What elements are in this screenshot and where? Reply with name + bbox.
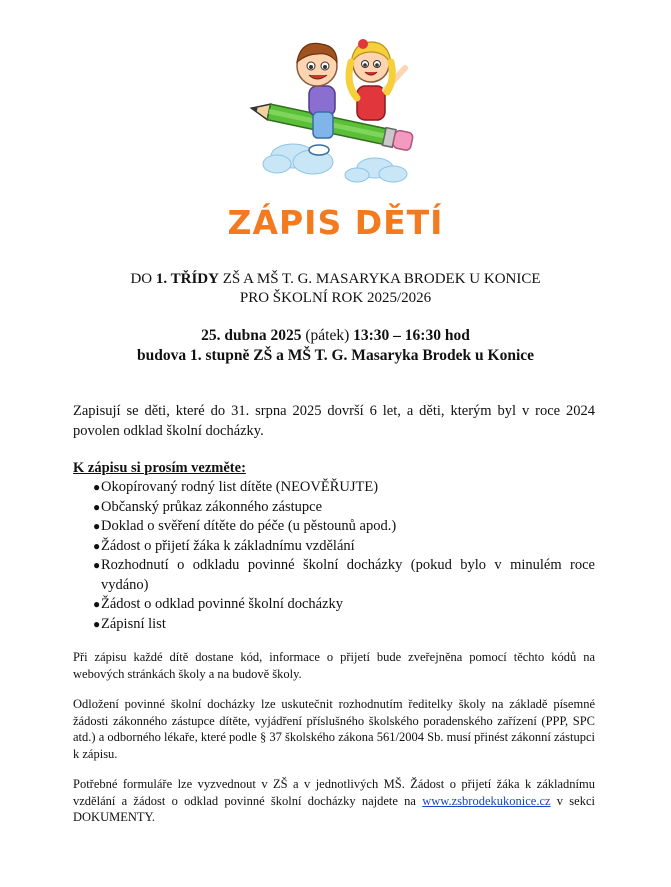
list-item-text: Žádost o přijetí žáka k základnímu vzdělání bbox=[101, 537, 355, 554]
subtitle-line-2: PRO ŠKOLNÍ ROK 2025/2026 bbox=[239, 290, 432, 306]
list-item bbox=[73, 556, 595, 595]
list-item-text: Občanský průkaz zákonného zástupce bbox=[101, 498, 323, 515]
school-website-link[interactable]: www.zsbrodekukonice.cz bbox=[422, 793, 551, 808]
bullet-icon: ● bbox=[93, 499, 101, 514]
bullet-icon: ● bbox=[93, 538, 101, 553]
bullet-icon: ● bbox=[93, 480, 101, 494]
bring-list-section bbox=[73, 458, 595, 634]
event-day: (pátek) bbox=[301, 327, 354, 344]
list-item-text: Okopírovaný rodný list dítěte (NEOVĚŘUJTE) bbox=[101, 479, 379, 495]
event-datetime bbox=[0, 326, 671, 346]
subtitle-school: ZŠ A MŠ T. G. MASARYKA BRODEK U KONICE bbox=[218, 271, 541, 287]
bullet-icon: ● bbox=[93, 597, 101, 611]
list-item-text: Zápisní list bbox=[101, 615, 166, 632]
forms-suffix: v sekci DOKUMENTY. bbox=[73, 793, 595, 824]
bullet-icon: ● bbox=[93, 519, 101, 533]
event-date: 25. dubna 2025 bbox=[201, 327, 302, 344]
event-info bbox=[0, 326, 671, 366]
list-item-text: Rozhodnutí o odkladu povinné školní docházky (pokud bylo v minulém roce vydáno) bbox=[101, 557, 595, 593]
bring-list-heading: K zápisu si prosím vezměte: bbox=[73, 460, 246, 476]
bring-list bbox=[73, 478, 595, 634]
deferral-paragraph: Odložení povinné školní docházky lze uskutečnit rozhodnutím ředitelky školy na základě písemné žádosti zákonného zástupce dítěte, vyjádření příslušného školského poradenského zařízení (PPP, SPC atd.) a odborného lékaře, které podle § 37 školského zákona 561/2004 Sb. musí přinést zákonní zástupci k zápisu. bbox=[73, 697, 595, 761]
subtitle bbox=[0, 270, 671, 308]
list-item-text: Doklad o svěření dítěte do péče (u pěstounů apod.) bbox=[101, 518, 397, 534]
children-on-pencil-illustration bbox=[245, 28, 425, 184]
forms-paragraph bbox=[73, 776, 595, 826]
subtitle-line-1 bbox=[0, 270, 671, 289]
bullet-icon: ● bbox=[93, 558, 101, 572]
list-item bbox=[73, 595, 595, 615]
list-item bbox=[73, 498, 595, 518]
list-item bbox=[73, 537, 595, 557]
codes-paragraph: Při zápisu každé dítě dostane kód, informace o přijetí bude zveřejněna pomocí těchto kódů na webových stránkách školy a na budově školy. bbox=[73, 650, 595, 681]
subtitle-class: 1. TŘÍDY bbox=[155, 271, 219, 287]
bullet-icon: ● bbox=[93, 616, 101, 631]
intro-paragraph: Zapisují se děti, které do 31. srpna 2025 dovrší 6 let, a děti, kterým byl v roce 2024 povolen odklad školní docházky. bbox=[73, 403, 595, 439]
forms-text: Potřebné formuláře lze vyzvednout v ZŠ a v jednotlivých MŠ. Žádost o přijetí žáka k základnímu vzdělání a žádost o odklad povinné školní docházky najdete na bbox=[73, 777, 595, 808]
page-title: ZÁPIS DĚTÍ bbox=[227, 203, 444, 242]
event-location: budova 1. stupně ZŠ a MŠ T. G. Masaryka Brodek u Konice bbox=[136, 347, 535, 364]
list-item bbox=[73, 517, 595, 537]
list-item-text: Žádost o odklad povinné školní docházky bbox=[101, 596, 344, 612]
subtitle-prefix: DO bbox=[130, 271, 156, 287]
list-item bbox=[73, 478, 595, 498]
list-item bbox=[73, 615, 595, 635]
event-time: 13:30 – 16:30 hod bbox=[353, 327, 470, 344]
